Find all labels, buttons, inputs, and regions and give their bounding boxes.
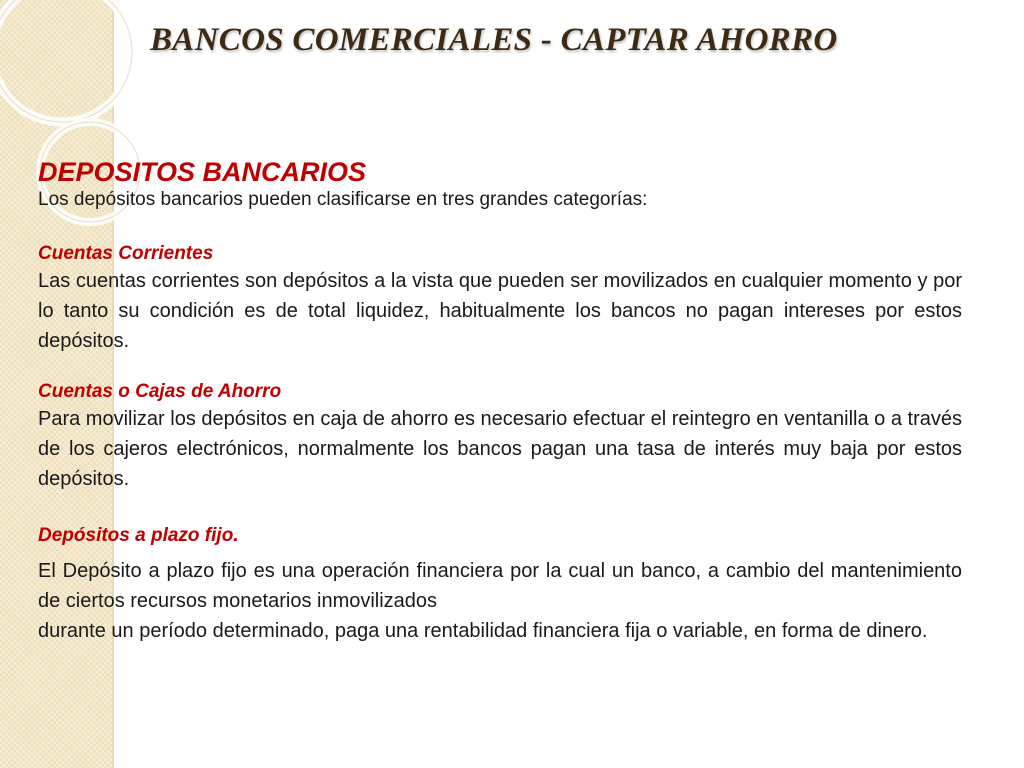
heading-cajas-de-ahorro: Cuentas o Cajas de Ahorro — [38, 381, 282, 402]
text-cajas-de-ahorro: Para movilizar los depósitos en caja de ahorro es necesario efectuar el reintegro en ventanilla o a través de los cajeros electrónicos, normalmente los bancos pagan una tasa de interés muy baja por estos depósitos. — [38, 408, 962, 490]
text-cuentas-corrientes: Las cuentas corrientes son depósitos a la vista que pueden ser movilizados en cualquier momento y por lo tanto su condición es de total liquidez, habitualmente los bancos no pagan intereses por estos depósitos. — [38, 270, 962, 352]
heading-plazo-fijo: Depósitos a plazo fijo. — [38, 525, 239, 546]
intro-text: Los depósitos bancarios pueden clasificarse en tres grandes categorías: — [38, 189, 648, 210]
text-plazo-fijo-continued: durante un período determinado, paga una rentabilidad financiera fija o variable, en forma de dinero. — [38, 620, 928, 642]
heading-cuentas-corrientes: Cuentas Corrientes — [38, 243, 214, 264]
slide-body — [38, 156, 962, 646]
section-heading: DEPOSITOS BANCARIOS — [38, 157, 367, 187]
slide-title: BANCOS COMERCIALES - CAPTAR AHORRO — [150, 22, 838, 58]
text-plazo-fijo: El Depósito a plazo fijo es una operación financiera por la cual un banco, a cambio del mantenimiento de ciertos recursos monetarios inmovilizados — [38, 560, 962, 612]
